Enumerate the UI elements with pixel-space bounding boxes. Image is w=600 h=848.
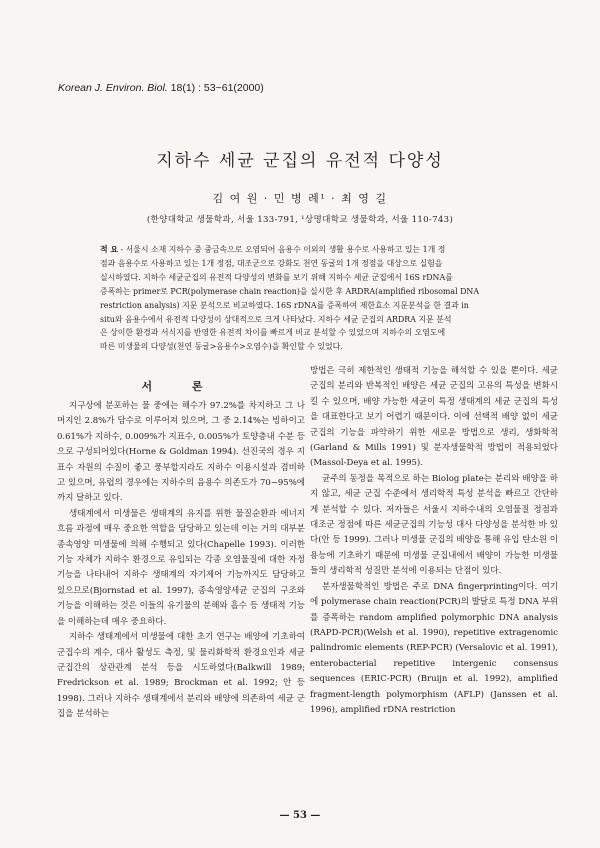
- paragraph: 생태계에서 미생물은 생태계의 유지를 위한 물질순환과 에너지 흐름 과정에 매우 중요한 역할을 담당하고 있는데 이는 거의 대부분 종속영양 미생물에 의해 수행되고 있다(Chapelle 1993). 이러한 기능 자체가 지하수 환경으로 유입되는 각종 오염물질에 대한 자정 기능을 나타내어 지하수 생태계의 자기제어 기능까지도 담당하고 있으므로(Bjornstad et al. 1997), 종속영양세균 군집의 구조와 기능을 이해하는 것은 이들의 유기물의 분해와 흡수 등 생태적 기능을 이해하는데 매우 중요하다.: [57, 508, 305, 627]
- abstract-text: - 서울시 소재 지하수 중 중금속으로 오염되어 음용수 이외의 생활 용수로 사용하고 있는 1개 정 점과 음용수로 사용하고 있는 1개 정점, 대조군으로 강화도 천연 동굴의 1개 정점을 대상으로 실험을 실시하였다. 지하수 세균군집의 유전적 다양성의 변화를 보기 위해 지하수 세균 군집에서 16S rDNA를 증폭하는 primer로 PCR(polymerase chain reaction)을 실시한 후 ARDRA(amplified ribosomal DNA restriction analysis) 지문 분석으로 비교하였다. 16S rDNA를 증폭하여 제한효소 지문분석을 한 결과 in situ와 음용수에서 유전적 다양성이 상대적으로 크게 나타났다. 지하수 세균 군집의 ARDRA 지문 분석 은 상이한 환경과 서식지를 반영한 유전적 차이를 빠르게 비교 분석할 수 있었으며 지하수의 오염도에 따른 미생물의 다양성(천연 동굴>음용수>오염수)을 확인할 수 있었다.: [100, 245, 480, 352]
- paragraph: 지구상에 분포하는 물 중에는 해수가 97.2%를 차지하고 그 나머지인 2.8%가 담수로 이루어져 있으며, 그 중 2.14%는 빙하이고 0.61%가 지하수, 0.009%가 지표수, 0.005%가 토양층내 수분 등으로 구성되어있다(Horne & Goldman 1994). 선진국의 경우 지표수 자원의 수질이 좋고 풍부할지라도 지하수 이용시설과 겸비하고 있으며, 유럽의 경우에는 지하수의 음용수 의존도가 70~95%에까지 달하고 있다.: [57, 401, 305, 504]
- journal-volume: 18(1) : 53~61(2000): [167, 82, 264, 94]
- paragraph: 지하수 생태계에서 미생물에 대한 초기 연구는 배양에 기초하여 군집수의 계수, 대사 활성도 측정, 및 물리화학적 환경요인과 세균 군집간의 상관관계 분석 등을 시도하였다(Balkwill 1989; Fredrickson et al. 1989; Brockman et al. 1992; 안 등 1998). 그러나 지하수 생태계에서 분리와 배양에 의존하여 세균 군집을 분석하는: [57, 632, 305, 720]
- paragraph: 방법은 극히 제한적인 생태적 기능을 해석할 수 있을 뿐이다. 세균 군집의 분리와 반복적인 배양은 세균 군집의 고유의 특성을 변화시킬 수 있으며, 배양 가능한 세균이 특정 생태계의 세균 군집의 특성을 대표한다고 보기 어렵기 때문이다. 이에 선택적 배양 없이 세균 군집의 기능을 파악하기 위한 새로운 방법으로 생리, 생화학적(Garland & Mills 1991) 및 분자생물학적 방법이 적용되었다(Massol-Deya et al. 1995).: [310, 366, 558, 469]
- section-heading-introduction: 서 론: [141, 380, 221, 393]
- journal-citation: [58, 82, 264, 94]
- paragraph: 균주의 동정을 목적으로 하는 Biolog plate는 분리와 배양을 하지 않고, 세균 군집 수준에서 생리학적 특성 분석을 빠르고 간단하게 분석할 수 있다. 저자들은 서울시 지하수내의 오염물질 정점과 대조군 정점에 따른 세균군집의 기능성 대사 다양성을 분석한 바 있다(안 등 1999). 그러나 미생물 군집의 배양을 통해 유입 탄소원 이용능에 기초하기 때문에 미생물 군집내에서 배양이 가능한 미생물들의 생리학적 성질만 분석에 이용되는 단점이 있다.: [310, 473, 558, 577]
- paper-title: 지하수 세균 군집의 유전적 다양성: [156, 151, 444, 171]
- left-column: [57, 399, 305, 723]
- abstract: [100, 243, 504, 354]
- paragraph: 분자생물학적인 방법은 주로 DNA fingerprinting이다. 여기에 polymerase chain reaction(PCR)의 발달로 특정 DNA 부위를 증폭하는 random amplified polymorphic DNA analysis (RAPD-PCR)(Welsh et al. 1990), repetitive extragenomic palindromic elements (REP-PCR) (Versalovic et al. 1991), enterobacterial repetitive intergenic consensus sequences (ERIC-PCR) (Bruijn et al. 1992), amplified fragment-length polymorphism (AFLP) (Janssen et al. 1996), amplified rDNA restriction: [310, 581, 558, 715]
- affiliation: (한양대학교 생물학과, 서울 133-791, ¹상명대학교 생물학과, 서울 110-743): [146, 215, 454, 225]
- abstract-label: 적 요: [100, 245, 118, 254]
- author-list: 김 여 원 · 민 병 례¹ · 최 영 길: [212, 192, 388, 205]
- journal-name: Korean J. Environ. Biol.: [58, 82, 168, 94]
- right-column: [310, 364, 558, 718]
- page-number: — 53 —: [279, 810, 321, 821]
